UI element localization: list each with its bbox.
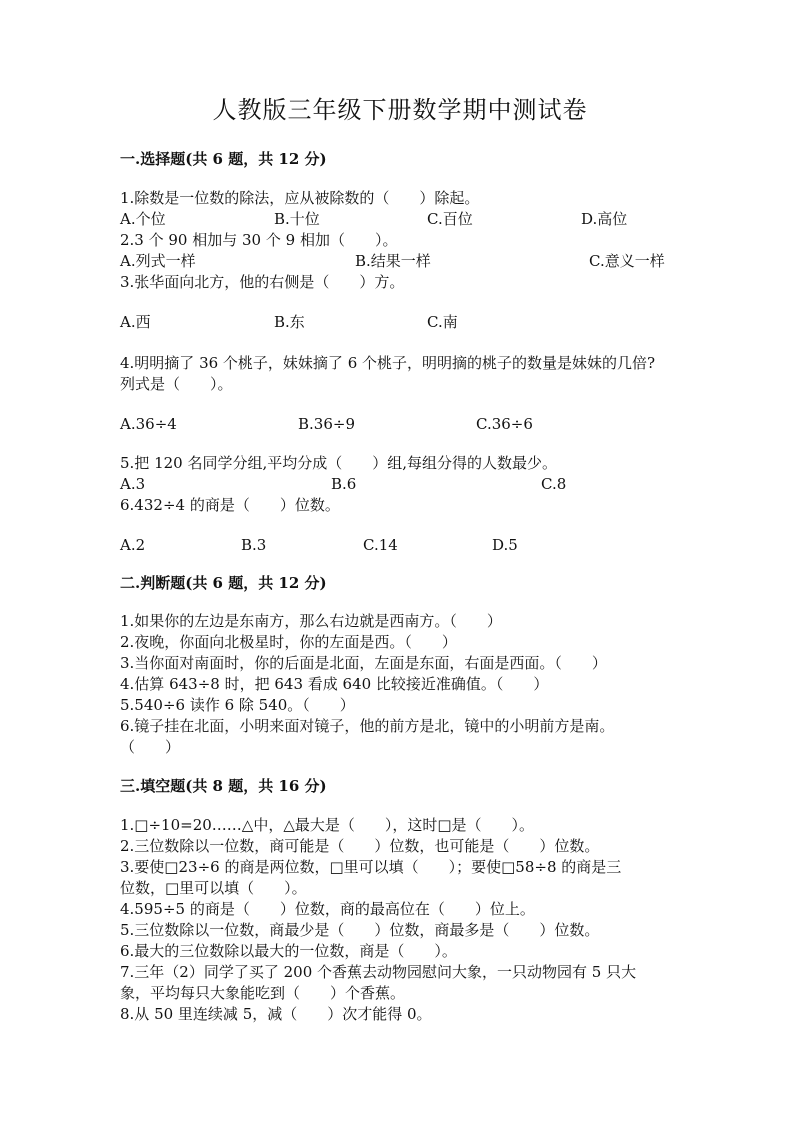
fill-item-7-line-2: 象，平均每只大象能吃到（ ）个香蕉。 — [120, 984, 406, 1002]
section-heading-choice: 一.选择题(共 6 题，共 12 分) — [120, 150, 327, 168]
judge-item-4: 4.估算 643÷8 时，把 643 看成 640 比较接近准确值。（ ） — [120, 675, 549, 693]
question-1-option-c: C.百位 — [427, 210, 473, 228]
fill-item-6: 6.最大的三位数除以最大的一位数，商是（ ）。 — [120, 942, 457, 960]
question-1-option-a: A.个位 — [120, 210, 166, 228]
section-heading-fill-in: 三.填空题(共 8 题，共 16 分) — [120, 777, 327, 795]
question-5-option-c: C.8 — [541, 475, 567, 493]
fill-item-3-line-1: 3.要使□23÷6 的商是两位数，□里可以填（ ）；要使□58÷8 的商是三 — [120, 858, 622, 876]
question-4-option-b: B.36÷9 — [298, 415, 355, 433]
question-3-option-b: B.东 — [274, 313, 305, 331]
judge-item-6: 6.镜子挂在北面，小明来面对镜子，他的前方是北，镜中的小明前方是南。 — [120, 717, 615, 735]
page-title: 人教版三年级下册数学期中测试卷 — [212, 96, 588, 124]
question-4-option-a: A.36÷4 — [120, 415, 177, 433]
question-6-option-c: C.14 — [363, 536, 398, 554]
question-2-option-c: C.意义一样 — [589, 252, 665, 270]
question-1-stem: 1.除数是一位数的除法，应从被除数的（ ）除起。 — [120, 189, 480, 207]
judge-item-6-bracket: （ ） — [120, 738, 181, 756]
judge-item-1: 1.如果你的左边是东南方，那么右边就是西南方。（ ） — [120, 612, 502, 630]
fill-item-7-line-1: 7.三年（2）同学了买了 200 个香蕉去动物园慰问大象，一只动物园有 5 只大 — [120, 963, 637, 981]
judge-item-5: 5.540÷6 读作 6 除 540。（ ） — [120, 696, 355, 714]
question-6-option-b: B.3 — [241, 536, 267, 554]
question-4-stem-line-1: 4.明明摘了 36 个桃子，妹妹摘了 6 个桃子，明明摘的桃子的数量是妹妹的几倍? — [120, 354, 656, 372]
judge-item-3: 3.当你面对南面时，你的后面是北面，左面是东面，右面是西面。（ ） — [120, 654, 607, 672]
fill-item-2: 2.三位数除以一位数，商可能是（ ）位数，也可能是（ ）位数。 — [120, 837, 600, 855]
question-4-option-c: C.36÷6 — [476, 415, 533, 433]
fill-item-5: 5.三位数除以一位数，商最少是（ ）位数，商最多是（ ）位数。 — [120, 921, 600, 939]
question-3-option-c: C.南 — [427, 313, 458, 331]
question-2-option-b: B.结果一样 — [355, 252, 431, 270]
question-6-stem: 6.432÷4 的商是（ ）位数。 — [120, 496, 340, 514]
fill-item-3-line-2: 位数，□里可以填（ ）。 — [120, 879, 307, 897]
fill-item-8: 8.从 50 里连续减 5，减（ ）次才能得 0。 — [120, 1005, 432, 1023]
question-3-stem: 3.张华面向北方，他的右侧是（ ）方。 — [120, 273, 405, 291]
question-3-option-a: A.西 — [120, 313, 151, 331]
question-6-option-d: D.5 — [492, 536, 518, 554]
question-1-option-b: B.十位 — [274, 210, 320, 228]
question-1-option-d: D.高位 — [581, 210, 628, 228]
question-4-stem-line-2: 列式是（ ）。 — [120, 375, 233, 393]
question-5-option-a: A.3 — [120, 475, 146, 493]
question-6-option-a: A.2 — [120, 536, 146, 554]
fill-item-4: 4.595÷5 的商是（ ）位数，商的最高位在（ ）位上。 — [120, 900, 535, 918]
fill-item-1: 1.□÷10=20……△中，△最大是（ ），这时□是（ ）。 — [120, 816, 535, 834]
judge-item-2: 2.夜晚，你面向北极星时，你的左面是西。（ ） — [120, 633, 457, 651]
question-2-stem: 2.3 个 90 相加与 30 个 9 相加（ ）。 — [120, 231, 398, 249]
section-heading-true-false: 二.判断题(共 6 题，共 12 分) — [120, 574, 327, 592]
question-5-stem: 5.把 120 名同学分组,平均分成（ ）组,每组分得的人数最少。 — [120, 454, 558, 472]
question-2-option-a: A.列式一样 — [120, 252, 196, 270]
question-5-option-b: B.6 — [331, 475, 357, 493]
